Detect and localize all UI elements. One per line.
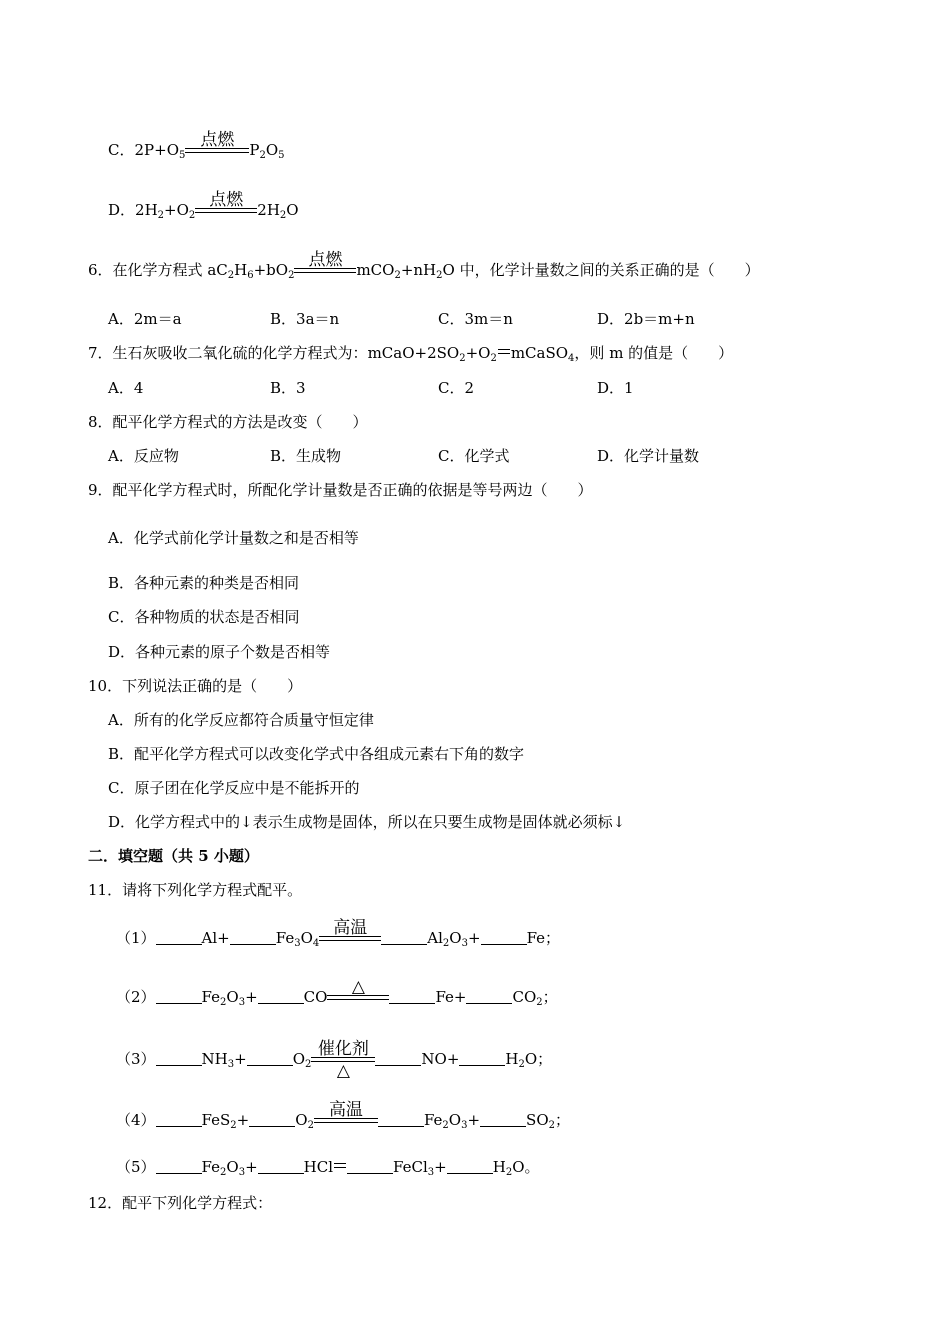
answer-blank[interactable]	[466, 989, 512, 1004]
section-title: 二．填空题（共 5 小题）	[88, 847, 259, 865]
q11-part-4: （4） $FeS_2+ O_2$ 高温 $Fe_2O_3+ SO_2$；	[116, 1100, 571, 1131]
answer-blank[interactable]	[389, 989, 435, 1004]
answer-blank[interactable]	[480, 1112, 526, 1127]
heat-condition: △	[327, 987, 389, 1007]
q12-stem: 12．配平下列化学方程式：	[88, 1194, 273, 1212]
answer-blank[interactable]	[378, 1112, 424, 1127]
q9-stem: 9．配平化学方程式时，所配化学计量数是否正确的依据是等号两边（ ）	[88, 481, 593, 499]
q8-stem: 8．配平化学方程式的方法是改变（ ）	[88, 413, 368, 431]
q9-option-b[interactable]: B．各种元素的种类是否相同	[108, 574, 300, 592]
q6-stem: 6．在化学方程式 $aC_2H_6+bO_2$ 点燃 $mCO_2+nH_2O$ 中，化学计量数之间的关系正确的是（ ）	[88, 250, 760, 281]
q11-part-3: （3） $NH_3+ O_2$ 催化剂 △ $NO+ H_2O$；	[116, 1039, 553, 1081]
burn-condition: 点燃	[294, 260, 356, 280]
q6-option-a[interactable]: A．2m＝a	[108, 310, 182, 328]
q8-option-c[interactable]: C．化学式	[438, 447, 510, 465]
burn-condition: 点燃	[195, 200, 257, 220]
q7-option-b[interactable]: B．3	[270, 379, 306, 397]
q11-part-1: （1） $Al+ Fe_3O_4$ 高温 $Al_2O_3+ Fe$；	[116, 918, 561, 949]
high-temp-condition: 高温	[319, 928, 381, 948]
q5-option-c: C．$2P+O_5$ 点燃 $P_2O_5$	[108, 130, 285, 161]
catalyst-heat-condition: 催化剂 △	[311, 1049, 375, 1069]
answer-blank[interactable]	[156, 1112, 202, 1127]
q10-option-d[interactable]: D．化学方程式中的↓表示生成物是固体，所以在只要生成物是固体就必须标↓	[108, 813, 626, 831]
q10-option-a[interactable]: A．所有的化学反应都符合质量守恒定律	[108, 711, 374, 729]
q6-option-d[interactable]: D．2b＝m+n	[597, 310, 695, 328]
q11-stem: 11．请将下列化学方程式配平。	[88, 881, 303, 899]
answer-blank[interactable]	[156, 1159, 202, 1174]
q10-option-c[interactable]: C．原子团在化学反应中是不能拆开的	[108, 779, 360, 797]
answer-blank[interactable]	[247, 1051, 293, 1066]
answer-blank[interactable]	[156, 989, 202, 1004]
q10-option-b[interactable]: B．配平化学方程式可以改变化学式中各组成元素右下角的数字	[108, 745, 525, 763]
high-temp-condition: 高温	[314, 1110, 378, 1130]
q11-part-2: （2） $Fe_2O_3+$ CO △ $Fe+ CO_2$；	[116, 977, 558, 1008]
q8-option-a[interactable]: A．反应物	[108, 447, 179, 465]
answer-blank[interactable]	[156, 930, 202, 945]
answer-blank[interactable]	[381, 930, 427, 945]
q5-c-label: C．	[108, 141, 135, 159]
answer-blank[interactable]	[249, 1112, 295, 1127]
q7-option-c[interactable]: C．2	[438, 379, 475, 397]
answer-blank[interactable]	[459, 1051, 505, 1066]
q9-option-d[interactable]: D．各种元素的原子个数是否相等	[108, 643, 331, 661]
answer-blank[interactable]	[375, 1051, 421, 1066]
q8-option-d[interactable]: D．化学计量数	[597, 447, 700, 465]
q9-option-a[interactable]: A．化学式前化学计量数之和是否相等	[108, 529, 359, 547]
answer-blank[interactable]	[447, 1159, 493, 1174]
burn-condition: 点燃	[185, 140, 249, 160]
q7-option-a[interactable]: A．4	[108, 379, 144, 397]
q9-option-c[interactable]: C．各种物质的状态是否相同	[108, 608, 300, 626]
q7-option-d[interactable]: D．1	[597, 379, 634, 397]
q6-option-b[interactable]: B．3a＝n	[270, 310, 340, 328]
answer-blank[interactable]	[230, 930, 276, 945]
q5-d-label: D．	[108, 201, 136, 219]
q8-option-b[interactable]: B．生成物	[270, 447, 342, 465]
answer-blank[interactable]	[156, 1051, 202, 1066]
answer-blank[interactable]	[481, 930, 527, 945]
q7-stem: 7．生石灰吸收二氧化硫的化学方程式为：$mCaO+2SO_2+O_2$ mCaSO$_4$，则 m 的值是（ ）	[88, 344, 734, 364]
q11-part-5: （5） $Fe_2O_3+$ HCl FeCl$_3$+ $H_2O$。	[116, 1158, 540, 1178]
q5-option-d: D．$2H_2+O_2$ 点燃 $2H_2O$	[108, 190, 299, 221]
answer-blank[interactable]	[347, 1159, 393, 1174]
q10-stem: 10．下列说法正确的是（ ）	[88, 677, 303, 695]
answer-blank[interactable]	[258, 989, 304, 1004]
answer-blank[interactable]	[258, 1159, 304, 1174]
q6-option-c[interactable]: C．3m＝n	[438, 310, 513, 328]
